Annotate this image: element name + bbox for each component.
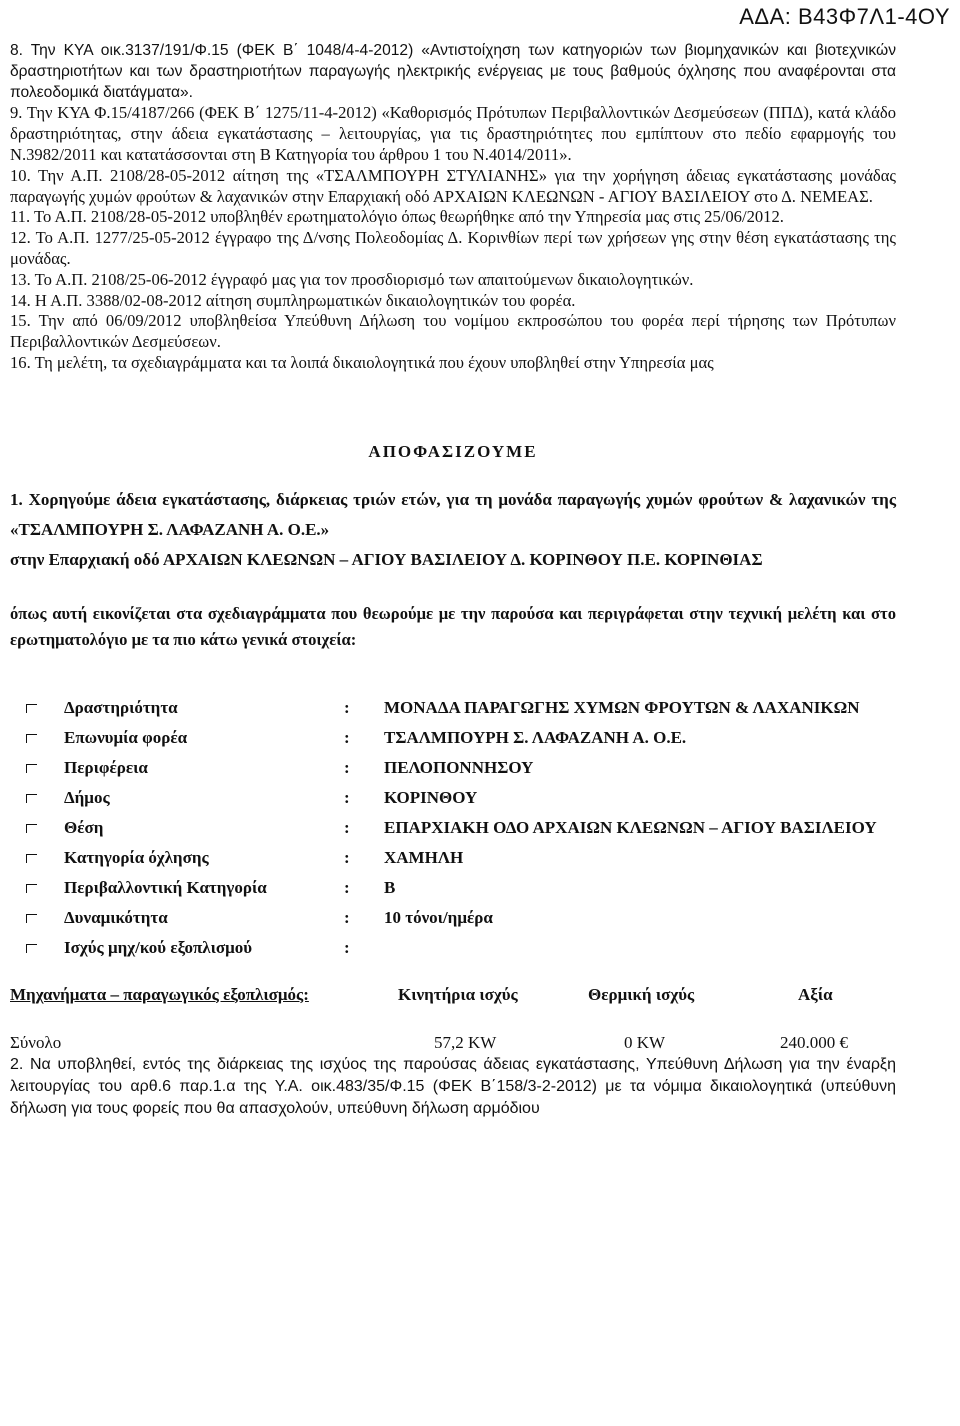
spec-label: Επωνυμία φορέα	[64, 727, 188, 747]
spec-colon: :	[344, 727, 350, 747]
spec-label: Δήμος	[64, 787, 110, 807]
decision-intro: όπως αυτή εικονίζεται στα σχεδιαγράμματα που θεωρούμε με την παρούσα και περιγράφεται στην τεχνική μελέτη και στο ερωτηματολόγιο με τα πιο κάτω γενικά στοιχεία:	[10, 603, 896, 649]
consideration-12: 12. Το Α.Π. 1277/25-05-2012 έγγραφο της Δ/νσης Πολεοδομίας Δ. Κορινθίων περί των χρήσεων γης στην θέση εγκατάστασης της μονάδας.	[10, 228, 896, 268]
spec-row	[10, 937, 896, 967]
spec-colon: :	[344, 817, 350, 837]
equipment-total-motive-power: 57,2 KW	[434, 1033, 497, 1053]
equipment-header-thermal-power: Θερμική ισχύς	[588, 984, 695, 1004]
spec-value: ΠΕΛΟΠΟΝΝΗΣΟΥ	[384, 757, 534, 777]
bullet-mark-icon	[10, 697, 64, 727]
bullet-mark-icon	[10, 817, 64, 847]
bullet-mark-icon	[10, 847, 64, 877]
equipment-header-value: Αξία	[798, 984, 833, 1004]
spec-value: 10 τόνοι/ημέρα	[384, 907, 493, 927]
decision-heading: ΑΠΟΦΑΣΙΖΟΥΜΕ	[368, 441, 538, 461]
spec-value: ΚΟΡΙΝΘΟΥ	[384, 787, 478, 807]
equipment-total-label: Σύνολο	[10, 1033, 62, 1053]
consideration-15: 15. Την από 06/09/2012 υποβληθείσα Υπεύθυνη Δήλωση του νομίμου εκπροσώπου του φορέα περί τήρησης των Πρότυπων Περιβαλλοντικών Δεσμεύσεων.	[10, 311, 896, 352]
spec-value	[384, 937, 896, 967]
bullet-mark-icon	[10, 787, 64, 817]
equipment-header-row	[10, 985, 896, 1006]
spec-value: Β	[384, 877, 396, 897]
spec-label: Ισχύς μηχ/κού εξοπλισμού	[64, 937, 253, 957]
spec-row	[10, 787, 896, 817]
spec-label: Περιβαλλοντική Κατηγορία	[64, 877, 267, 897]
document-body	[10, 41, 896, 1120]
equipment-header-machinery: Μηχανήματα – παραγωγικός εξοπλισμός:	[10, 984, 309, 1004]
consideration-16: 16. Τη μελέτη, τα σχεδιαγράμματα και τα λοιπά δικαιολογητικά που έχουν υποβληθεί στην Υπηρεσία μας	[10, 352, 714, 372]
spec-colon: :	[344, 757, 350, 777]
spec-row	[10, 817, 896, 847]
consideration-11: 11. Το Α.Π. 2108/28-05-2012 υποβληθέν ερωτηματολόγιο όπως θεωρήθηκε από την Υπηρεσία μας στις 25/06/2012.	[10, 207, 784, 227]
bullet-mark-icon	[10, 727, 64, 757]
spec-table-body	[10, 697, 896, 967]
spec-label: Περιφέρεια	[64, 757, 148, 777]
spec-value: ΤΣΑΛΜΠΟΥΡΗ Σ. ΛΑΦΑΖΑΝΗ Α. Ο.Ε.	[384, 727, 687, 747]
consideration-9: 9. Την ΚΥΑ Φ.15/4187/266 (ΦΕΚ Β΄ 1275/11-4-2012) «Καθορισμός Πρότυπων Περιβαλλοντικών Δεσμεύσεων (ΠΠΔ), κατά κλάδο δραστηριότητας, στην άδεια εγκατάστασης – λειτουργίας, για τις δραστηριότητες που εμπίπτουν στο πεδίο εφαρμογής του Ν.3982/2011 και κατατάσσονται στη Β Κατηγορία του άρθρου 1 του Ν.4014/2011».	[10, 103, 896, 164]
spec-row	[10, 757, 896, 787]
spec-colon: :	[344, 877, 350, 897]
equipment-total-value: 240.000 €	[780, 1033, 848, 1053]
spec-label: Δραστηριότητα	[64, 697, 178, 717]
spec-value: ΧΑΜΗΛΗ	[384, 847, 464, 867]
decision-line-1: 1. Χορηγούμε άδεια εγκατάστασης, διάρκειας τριών ετών, για τη μονάδα παραγωγής χυμών φρούτων & λαχανικών της «ΤΣΑΛΜΠΟΥΡΗ Σ. ΛΑΦΑΖΑΝΗ Α. Ο.Ε.»	[10, 489, 896, 539]
consideration-8: 8. Την ΚΥΑ οικ.3137/191/Φ.15 (ΦΕΚ Β΄ 1048/4-4-2012) «Αντιστοίχηση των κατηγοριών των βιομηχανικών και βιοτεχνικών δραστηριοτήτων και των δραστηριοτήτων παραγωγής ηλεκτρικής ενέργειας με τους βαθμούς όχλησης που αναφέρονται στα πολεοδομικά διατάγματα».	[10, 42, 896, 101]
equipment-header-motive-power: Κινητήρια ισχύς	[398, 984, 518, 1004]
spec-label: Κατηγορία όχλησης	[64, 847, 209, 867]
bullet-mark-icon	[10, 757, 64, 787]
ada-code: ΑΔΑ: Β43Φ7Λ1-4ΟΥ	[739, 4, 950, 29]
spec-label: Δυναμικότητα	[64, 907, 168, 927]
spec-table	[10, 697, 896, 967]
bullet-mark-icon	[10, 937, 64, 967]
equipment-total-thermal-power: 0 KW	[624, 1033, 666, 1053]
spec-row	[10, 877, 896, 907]
spec-colon: :	[344, 697, 350, 717]
spec-value: ΜΟΝΑΔΑ ΠΑΡΑΓΩΓΗΣ ΧΥΜΩΝ ΦΡΟΥΤΩΝ & ΛΑΧΑΝΙΚΩΝ	[384, 697, 860, 717]
consideration-10: 10. Την Α.Π. 2108/28-05-2012 αίτηση της «ΤΣΑΛΜΠΟΥΡΗ ΣΤΥΛΙΑΝΗΣ» για την χορήγηση άδειας εγκατάστασης μονάδας παραγωγής χυμών φρούτων & λαχανικών στην Επαρχιακή οδό ΑΡΧΑΙΩΝ ΚΛΕΩΝΩΝ - ΑΓΙΟΥ ΒΑΣΙΛΕΙΟΥ στο Δ. ΝΕΜΕΑΣ.	[10, 165, 896, 206]
spec-colon: :	[344, 847, 350, 867]
spec-colon: :	[344, 787, 350, 807]
spec-value: ΕΠΑΡΧΙΑΚΗ ΟΔΟ ΑΡΧΑΙΩΝ ΚΛΕΩΝΩΝ – ΑΓΙΟΥ ΒΑΣΙΛΕΙΟΥ	[384, 817, 877, 837]
bullet-mark-icon	[10, 907, 64, 937]
decision-line-2: στην Επαρχιακή οδό ΑΡΧΑΙΩΝ ΚΛΕΩΝΩΝ – ΑΓΙΟΥ ΒΑΣΙΛΕΙΟΥ Δ. ΚΟΡΙΝΘΟΥ Π.Ε. ΚΟΡΙΝΘΙΑΣ	[10, 549, 763, 569]
consideration-13: 13. Το Α.Π. 2108/25-06-2012 έγγραφό μας για τον προσδιορισμό των απαιτούμενων δικαιολογητικών.	[10, 269, 694, 289]
bullet-mark-icon	[10, 877, 64, 907]
equipment-total-row	[10, 1033, 896, 1054]
spec-colon: :	[344, 937, 350, 957]
decision-block	[10, 485, 896, 575]
closing-paragraph: 2. Να υποβληθεί, εντός της διάρκειας της ισχύος της παρούσας άδειας εγκατάστασης, Υπεύθυνη Δήλωση για την έναρξη λειτουργίας του αρθ.6 παρ.1.α της Υ.Α. οικ.483/35/Φ.15 (ΦΕΚ Β΄158/3-2-2012) με τα νόμιμα δικαιολογητικά (υπεύθυνη δήλωση για τους φορείς που θα απασχολούν, υπεύθυνη δήλωση αρμόδιου	[10, 1056, 896, 1118]
spec-row	[10, 907, 896, 937]
spec-row	[10, 727, 896, 757]
spec-row	[10, 847, 896, 877]
spec-colon: :	[344, 907, 350, 927]
spec-label: Θέση	[64, 817, 104, 837]
consideration-14: 14. Η Α.Π. 3388/02-08-2012 αίτηση συμπληρωματικών δικαιολογητικών του φορέα.	[10, 290, 576, 310]
spec-row	[10, 697, 896, 727]
